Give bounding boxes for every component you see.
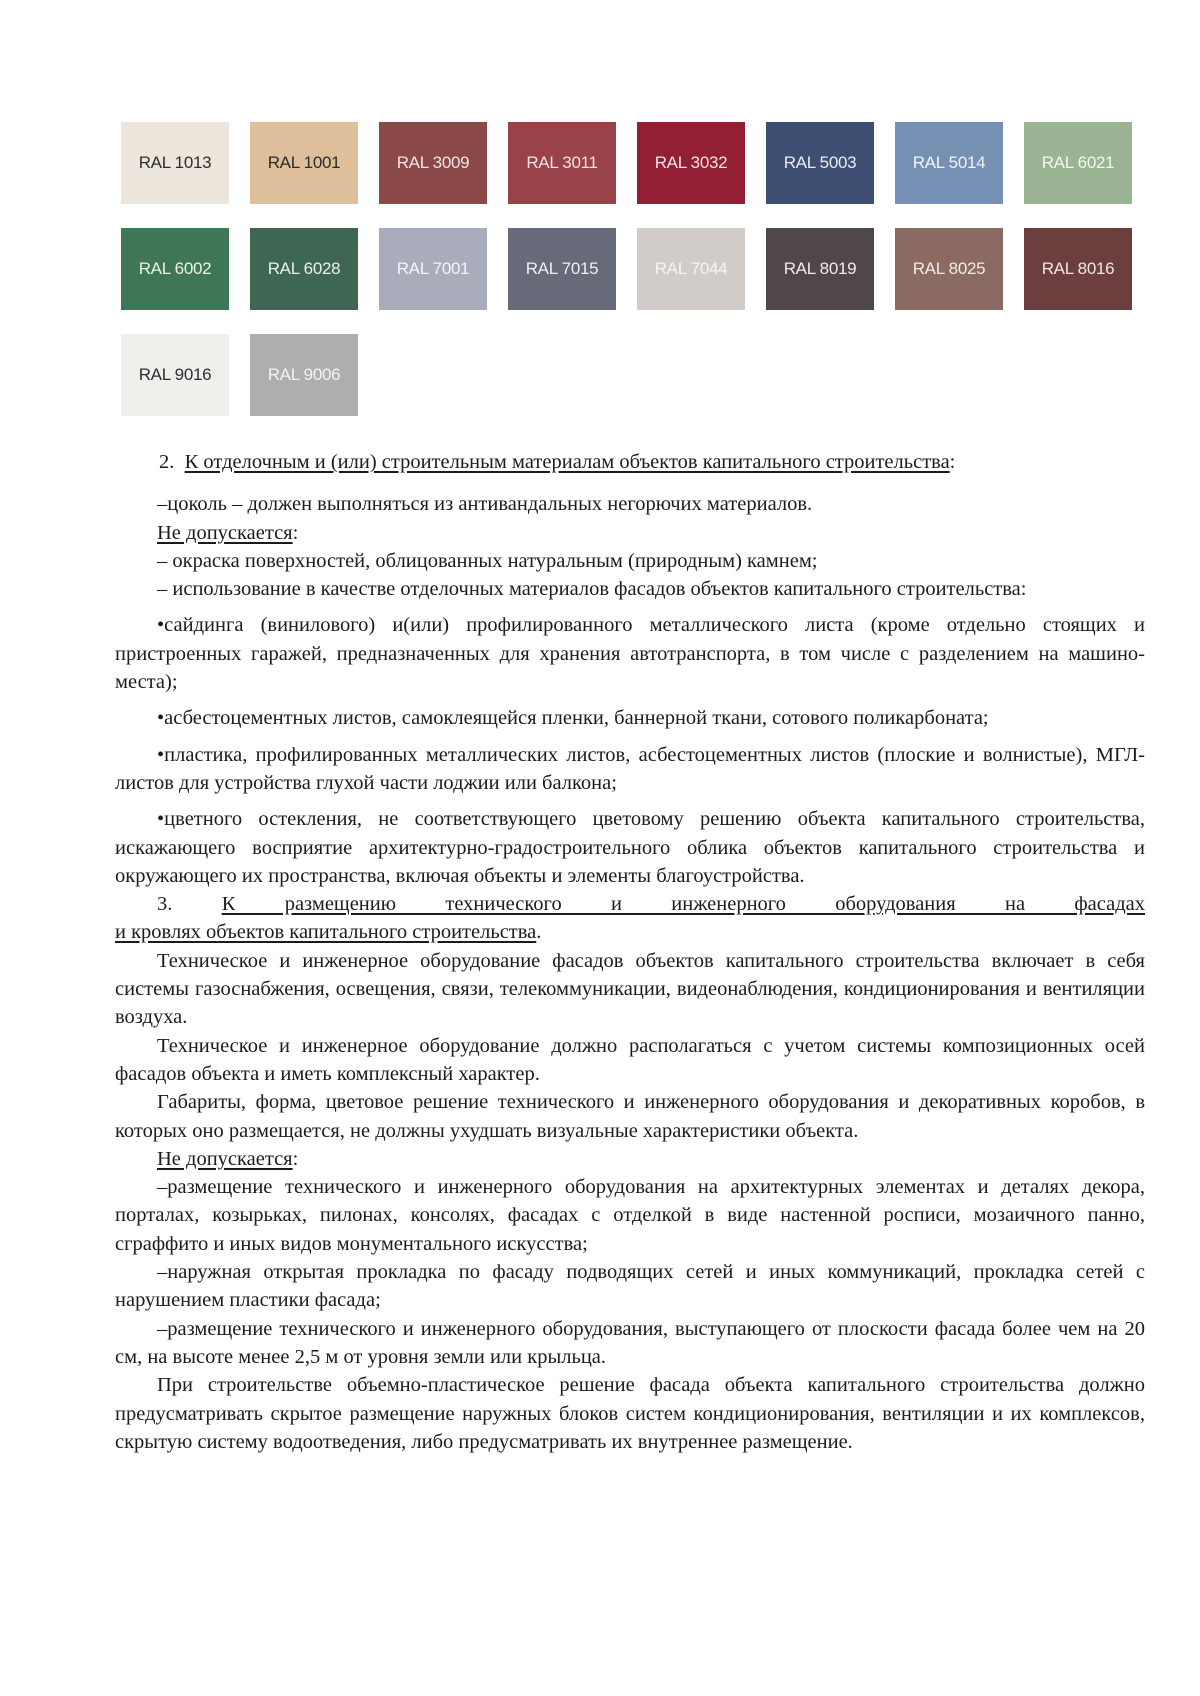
prohibited-protruding-equipment: –размещение технического и инженерного оборудования, выступающего от плоскости фасада более чем на 20 см, на высоте менее 2,5 м от уровня земли или крыльца. <box>115 1317 1145 1368</box>
section-3-title-line-2: и кровлях объектов капитального строительства <box>115 921 537 944</box>
section-2-number: 2. <box>159 451 175 473</box>
equipment-description: Техническое и инженерное оборудование фасадов объектов капитального строительства включает в себя системы газоснабжения, освещения, связи, телекоммуникации, видеонаблюдения, кондиционирования и вентиляции воздуха. <box>115 949 1145 1029</box>
equipment-dimensions: Габариты, форма, цветовое решение технического и инженерного оборудования и декоративных коробов, в которых оно размещается, не должны ухудшать визуальные характеристики объекта. <box>115 1091 1145 1142</box>
bullet-asbestos-sheets: •асбестоцементных листов, самоклеящейся пленки, баннерной ткани, сотового поликарбоната; <box>157 707 989 730</box>
not-allowed-text: Не допускается <box>157 521 293 544</box>
swatch-ral-9016: RAL 9016 <box>121 334 229 416</box>
section-2-title: К отделочным и (или) строительным материалам объектов капитального строительства <box>184 451 950 473</box>
prohibited-decor-placement: –размещение технического и инженерного оборудования на архитектурных элементах и деталях декора, порталах, козырьках, пилонах, консолях, фасадах с отделкой в виде настенной росписи, мозаичного панно, сграффито и иных видов монументального искусства; <box>115 1176 1145 1255</box>
swatch-ral-5003: RAL 5003 <box>766 122 874 204</box>
prohibited-item-stone-painting: – окраска поверхностей, облицованных натуральным (природным) камнем; <box>157 549 818 572</box>
bullet-siding: •сайдинга (винилового) и(или) профилированного металлического листа (кроме отдельно стоящих и пристроенных гаражей, предназначенных для хранения автотранспорта, в том числе с разделением на машино-места); <box>115 614 1145 694</box>
not-allowed-label-2 <box>115 1145 1145 1173</box>
bullet-plastic: •пластика, профилированных металлических листов, асбестоцементных листов (плоские и волнистые), МГЛ-листов для устройства глухой части лоджии или балкона; <box>115 743 1145 794</box>
not-allowed-colon-2: : <box>292 1147 299 1170</box>
swatch-ral-7044: RAL 7044 <box>637 228 745 310</box>
swatch-ral-1001: RAL 1001 <box>250 122 358 204</box>
not-allowed-label-1 <box>115 519 1145 547</box>
swatch-ral-3009: RAL 3009 <box>379 122 487 204</box>
ral-color-palette <box>121 122 1137 422</box>
swatch-ral-7015: RAL 7015 <box>508 228 616 310</box>
not-allowed-colon: : <box>292 521 299 544</box>
section-3-title-line-1: К размещению технического и инженерного оборудования на фасадах <box>221 893 1145 916</box>
hidden-placement-requirement: При строительстве объемно-пластическое решение фасада объекта капитального строительства должно предусматривать скрытое размещение наружных блоков систем кондиционирования, вентиляции и их комплексов, скрытую систему водоотведения, либо предусматривать их внутреннее размещение. <box>115 1374 1145 1453</box>
swatch-ral-3032: RAL 3032 <box>637 122 745 204</box>
prohibited-open-routing: –наружная открытая прокладка по фасаду подводящих сетей и иных коммуникаций, прокладка сетей с нарушением пластики фасада; <box>115 1261 1145 1312</box>
swatch-ral-6002: RAL 6002 <box>121 228 229 310</box>
swatch-ral-8019: RAL 8019 <box>766 228 874 310</box>
swatch-ral-6021: RAL 6021 <box>1024 122 1132 204</box>
document-body <box>115 448 1145 1456</box>
section-2-heading <box>115 448 1145 476</box>
swatch-ral-6028: RAL 6028 <box>250 228 358 310</box>
plinth-requirement: –цоколь – должен выполняться из антивандальных негорючих материалов. <box>157 493 813 516</box>
not-allowed-text-2: Не допускается <box>157 1147 293 1170</box>
swatch-ral-9006: RAL 9006 <box>250 334 358 416</box>
section-3-dot: . <box>536 921 542 944</box>
section-3-heading-line-1 <box>115 890 1145 918</box>
prohibited-item-facade-materials: – использование в качестве отделочных материалов фасадов объектов капитального строительства: <box>157 578 1027 601</box>
bullet-colored-glazing: •цветного остекления, не соответствующего цветовому решению объекта капитального строительства, искажающего восприятие архитектурно-градостроительного облика объектов капитального строительства и окружающего их пространства, включая объекты и элементы благоустройства. <box>115 808 1145 887</box>
swatch-ral-5014: RAL 5014 <box>895 122 1003 204</box>
swatch-ral-7001: RAL 7001 <box>379 228 487 310</box>
swatch-ral-8025: RAL 8025 <box>895 228 1003 310</box>
swatch-ral-1013: RAL 1013 <box>121 122 229 204</box>
section-3-number: 3. <box>157 893 173 916</box>
swatch-ral-3011: RAL 3011 <box>508 122 616 204</box>
swatch-ral-8016: RAL 8016 <box>1024 228 1132 310</box>
section-2-colon: : <box>949 451 956 473</box>
section-3-heading-line-2 <box>115 918 1145 946</box>
equipment-placement: Техническое и инженерное оборудование должно располагаться с учетом системы композиционных осей фасадов объекта и иметь комплексный характер. <box>115 1034 1145 1085</box>
